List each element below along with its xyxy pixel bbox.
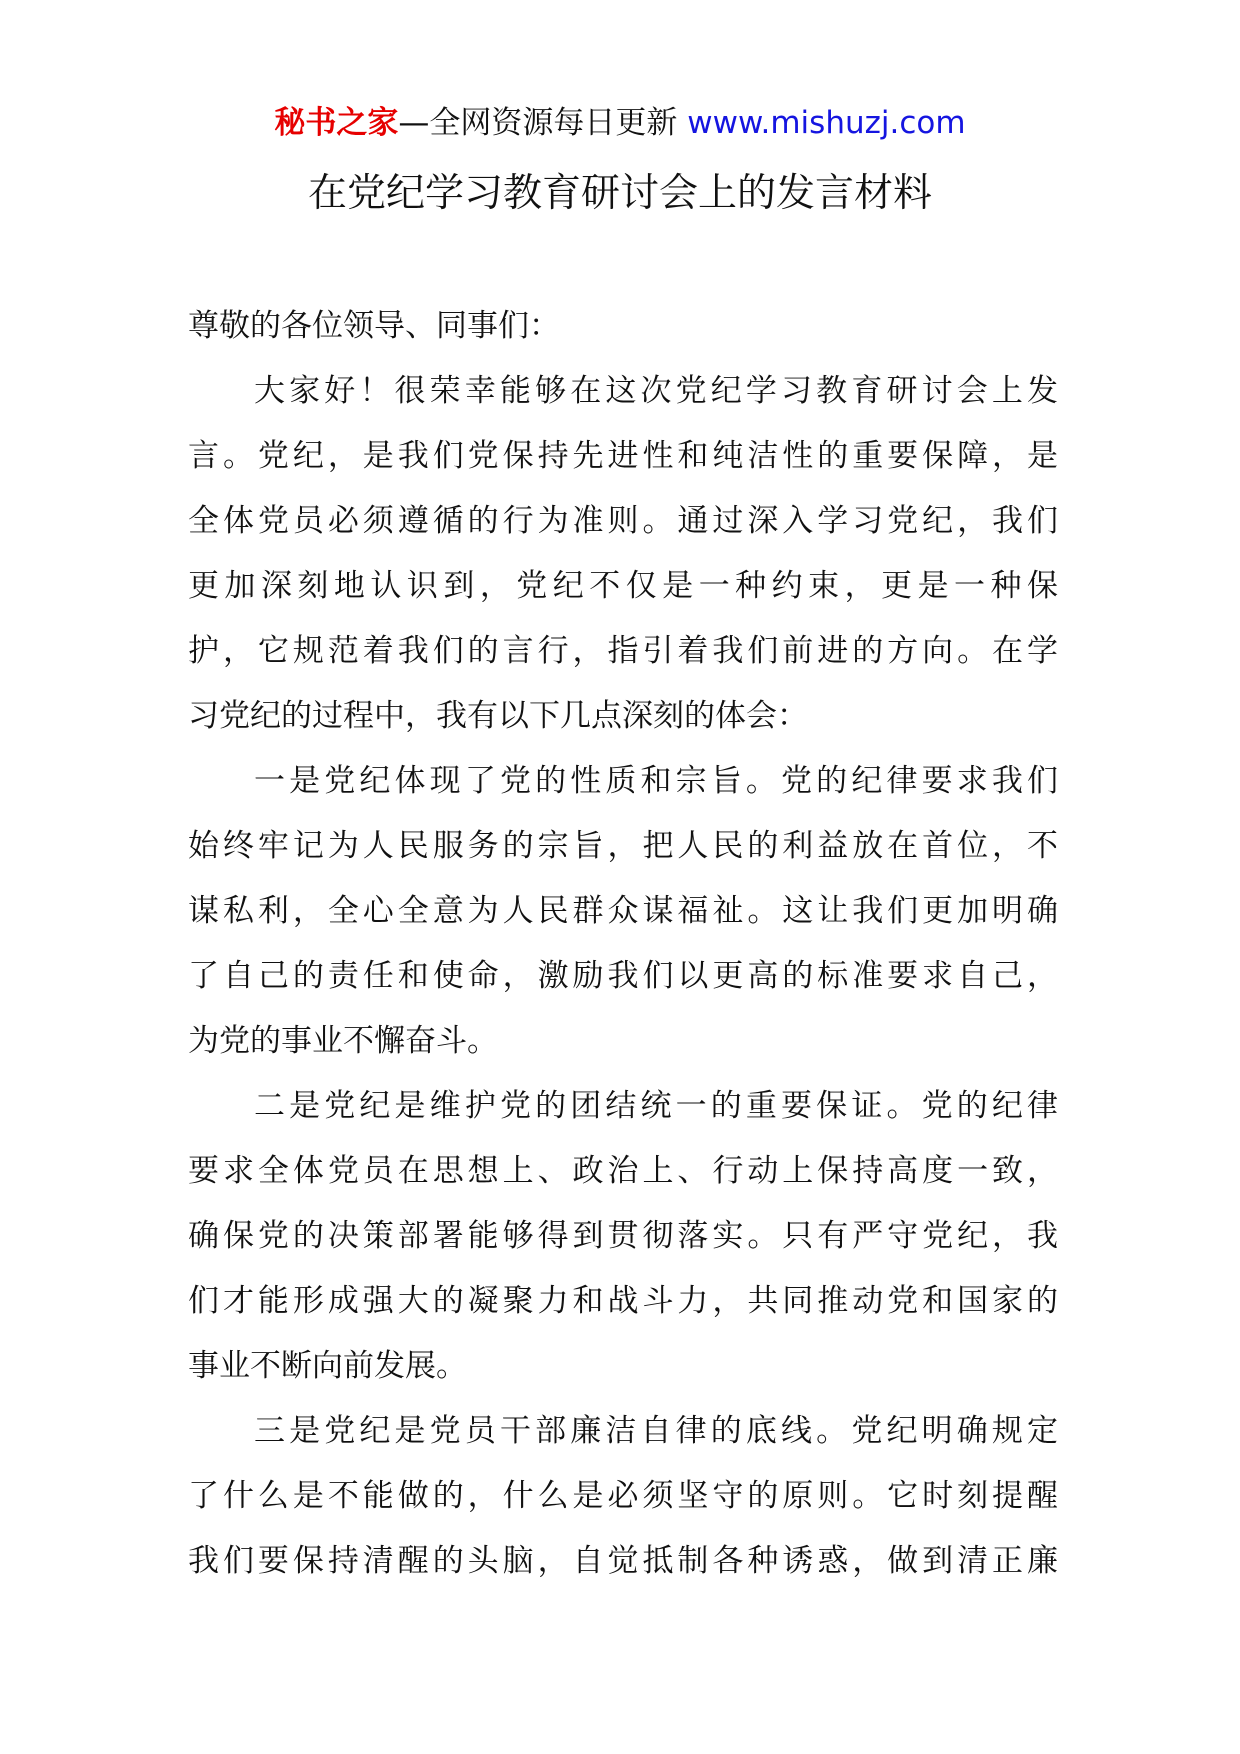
paragraph-line: 全体党员必须遵循的行为准则。通过深入学习党纪，我们 — [188, 503, 1058, 539]
site-header — [0, 100, 1240, 146]
paragraph-line: 了什么是不能做的，什么是必须坚守的原则。它时刻提醒 — [188, 1478, 1058, 1514]
paragraph-line: 为党的事业不懈奋斗。 — [188, 1023, 498, 1059]
paragraph-line: 了自己的责任和使命，激励我们以更高的标准要求自己， — [188, 958, 1058, 994]
paragraph-line: 谋私利，全心全意为人民群众谋福祉。这让我们更加明确 — [188, 893, 1058, 929]
paragraph-line: 们才能形成强大的凝聚力和战斗力，共同推动党和国家的 — [188, 1283, 1058, 1319]
paragraph-line: 大家好！很荣幸能够在这次党纪学习教育研讨会上发 — [254, 373, 1058, 409]
paragraph-line: 一是党纪体现了党的性质和宗旨。党的纪律要求我们 — [254, 763, 1058, 799]
salutation-line: 尊敬的各位领导、同事们： — [188, 308, 560, 344]
paragraph-line: 二是党纪是维护党的团结统一的重要保证。党的纪律 — [254, 1088, 1058, 1124]
paragraph-line: 要求全体党员在思想上、政治上、行动上保持高度一致， — [188, 1153, 1058, 1189]
paragraph-line: 护，它规范着我们的言行，指引着我们前进的方向。在学 — [188, 633, 1058, 669]
paragraph-line: 确保党的决策部署能够得到贯彻落实。只有严守党纪，我 — [188, 1218, 1058, 1254]
paragraph-line: 三是党纪是党员干部廉洁自律的底线。党纪明确规定 — [254, 1413, 1058, 1449]
paragraph-line: 更加深刻地认识到，党纪不仅是一种约束，更是一种保 — [188, 568, 1058, 604]
document-title: 在党纪学习教育研讨会上的发言材料 — [307, 171, 932, 216]
site-tagline: —全网资源每日更新 — [398, 105, 678, 141]
document-body — [188, 294, 1058, 1594]
paragraph-line: 始终牢记为人民服务的宗旨，把人民的利益放在首位，不 — [188, 828, 1058, 864]
paragraph-line: 言。党纪，是我们党保持先进性和纯洁性的重要保障，是 — [188, 438, 1058, 474]
paragraph-line: 事业不断向前发展。 — [188, 1348, 467, 1384]
site-brand: 秘书之家 — [274, 105, 399, 141]
site-url-link[interactable]: www.mishuzj.com — [687, 105, 966, 141]
paragraph-line: 习党纪的过程中，我有以下几点深刻的体会： — [188, 698, 808, 734]
paragraph-line: 我们要保持清醒的头脑，自觉抵制各种诱惑，做到清正廉 — [188, 1543, 1058, 1579]
